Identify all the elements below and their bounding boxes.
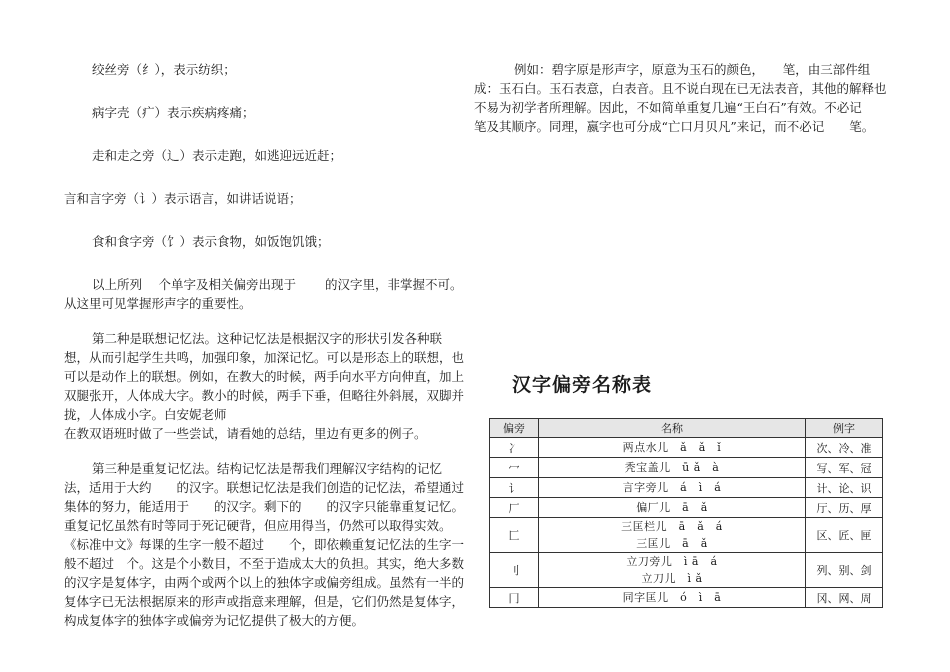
examples-cell: 厅、历、厚 bbox=[806, 498, 883, 518]
radical-cell: 冂 bbox=[490, 588, 539, 608]
radical-name-alt: 立刀儿 ì ǎ bbox=[641, 572, 703, 585]
paragraph-repetition-method: 第三种是重复记忆法。结构记忆法是帮我们理解汉字结构的记忆法，适用于大约 的汉字。联想记忆法是我们创造的记忆法，希望通过集体的努力，能适用于 的汉字。剩下的 的汉字只能靠重复记忆。重复记忆虽然有时等同于死记硬背，但应用得当，仍然可以取得实效。《标准中文》每课的生字一般不超过 个，即依赖重复记忆法的生字一般不超过 个。这是个小数目，不至于造成太大的负担。其实，绝大多数的汉字是复体字，由两个或两个以上的独体字或偏旁组成。虽然有一半的复体字已无法根据原来的形声或指意来理解，但是，它们仍然是复体字，构成复体字的独体字或偏旁为记忆提供了极大的方便。 bbox=[64, 461, 465, 628]
table-row bbox=[490, 498, 883, 518]
examples-cell: 冈、网、周 bbox=[806, 588, 883, 608]
name-cell bbox=[539, 498, 806, 518]
radical-name: 秃宝盖儿 ū ǎ à bbox=[624, 461, 720, 474]
radical-cell: 冫 bbox=[490, 438, 539, 458]
table-row bbox=[490, 458, 883, 478]
name-cell bbox=[539, 588, 806, 608]
examples-cell: 写、军、冠 bbox=[806, 458, 883, 478]
table-row bbox=[490, 588, 883, 608]
paragraph-association-method: 第二种是联想记忆法。这种记忆法是根据汉字的形状引发各种联想，从而引起学生共鸣，加强印象，加深记忆。可以是形态上的联想，也可以是动作上的联想。例如，在教大的时候，两手向水平方向伸直，加上双腿张开，人体成大字。教小的时候，两手下垂，但略往外斜展，双脚并拢，人体成小字。白安妮老师 bbox=[64, 331, 465, 422]
header-examples: 例字 bbox=[806, 419, 883, 438]
radical-cell: 厂 bbox=[490, 498, 539, 518]
name-cell bbox=[539, 458, 806, 478]
radical-cell: 刂 bbox=[490, 553, 539, 588]
radical-cell: 讠 bbox=[490, 478, 539, 498]
name-cell bbox=[539, 438, 806, 458]
name-cell bbox=[539, 553, 806, 588]
table-row bbox=[490, 553, 883, 588]
table-row bbox=[490, 518, 883, 553]
name-cell bbox=[539, 518, 806, 553]
radical-cell: 匚 bbox=[490, 518, 539, 553]
radical-name: 偏厂儿 ā ǎ bbox=[636, 501, 708, 514]
examples-cell: 计、论、识 bbox=[806, 478, 883, 498]
radical-names-table bbox=[489, 418, 883, 608]
radical-name-alt: 三匡儿 ā ǎ bbox=[636, 537, 708, 550]
radical-line-food: 食和食字旁（饣）表示食物，如饭饱饥饿； bbox=[92, 234, 330, 249]
radical-line-silk: 绞丝旁（纟），表示纺织； bbox=[92, 62, 236, 77]
radical-line-sickness: 病字壳（疒）表示疾病疼痛； bbox=[92, 105, 255, 120]
radical-name: 三匡栏儿 ā ǎ á bbox=[621, 520, 723, 533]
name-cell bbox=[539, 478, 806, 498]
left-column bbox=[64, 60, 464, 630]
table-row bbox=[490, 478, 883, 498]
radical-line-walk: 走和走之旁（辶）表示走跑，如逃迎远近赶； bbox=[92, 148, 343, 163]
radical-name: 两点水儿 ǎ ǎ ǐ bbox=[622, 441, 722, 454]
examples-cell: 区、匠、匣 bbox=[806, 518, 883, 553]
header-name: 名称 bbox=[539, 419, 806, 438]
examples-cell: 列、别、剑 bbox=[806, 553, 883, 588]
paragraph-association-method-end: 在教双语班时做了一些尝试，请看她的总结，里边有更多的例子。 bbox=[64, 426, 427, 441]
table-row bbox=[490, 438, 883, 458]
paragraph-example: 例如：碧字原是形声字，原意为玉石的颜色， 笔，由三部件组成：玉石白。玉石表意，白表音。且不说白现在已无法表音，其他的解释也不易为初学者所理解。因此，不如简单重复几遍“王白石”有效。不必记 笔及其顺序。同理，嬴字也可分成“亡口月贝凡”来记，而不必记 笔。 bbox=[474, 62, 887, 134]
radical-name: 言字旁儿 á ì á bbox=[622, 481, 722, 494]
radical-name: 立刀旁儿 ì ā á bbox=[626, 555, 718, 568]
table-header-row bbox=[490, 419, 883, 438]
table-title: 汉字偏旁名称表 bbox=[512, 374, 653, 396]
paragraph-summary: 以上所列 个单字及相关偏旁出现于 的汉字里，非掌握不可。从这里可见掌握形声字的重要性。 bbox=[64, 277, 463, 311]
radical-name: 同字匡儿 ó ì ā bbox=[622, 591, 722, 604]
radical-cell: 冖 bbox=[490, 458, 539, 478]
examples-cell: 次、冷、准 bbox=[806, 438, 883, 458]
header-radical: 偏旁 bbox=[490, 419, 539, 438]
radical-line-speech: 言和言字旁（讠）表示语言，如讲话说语； bbox=[64, 191, 302, 206]
